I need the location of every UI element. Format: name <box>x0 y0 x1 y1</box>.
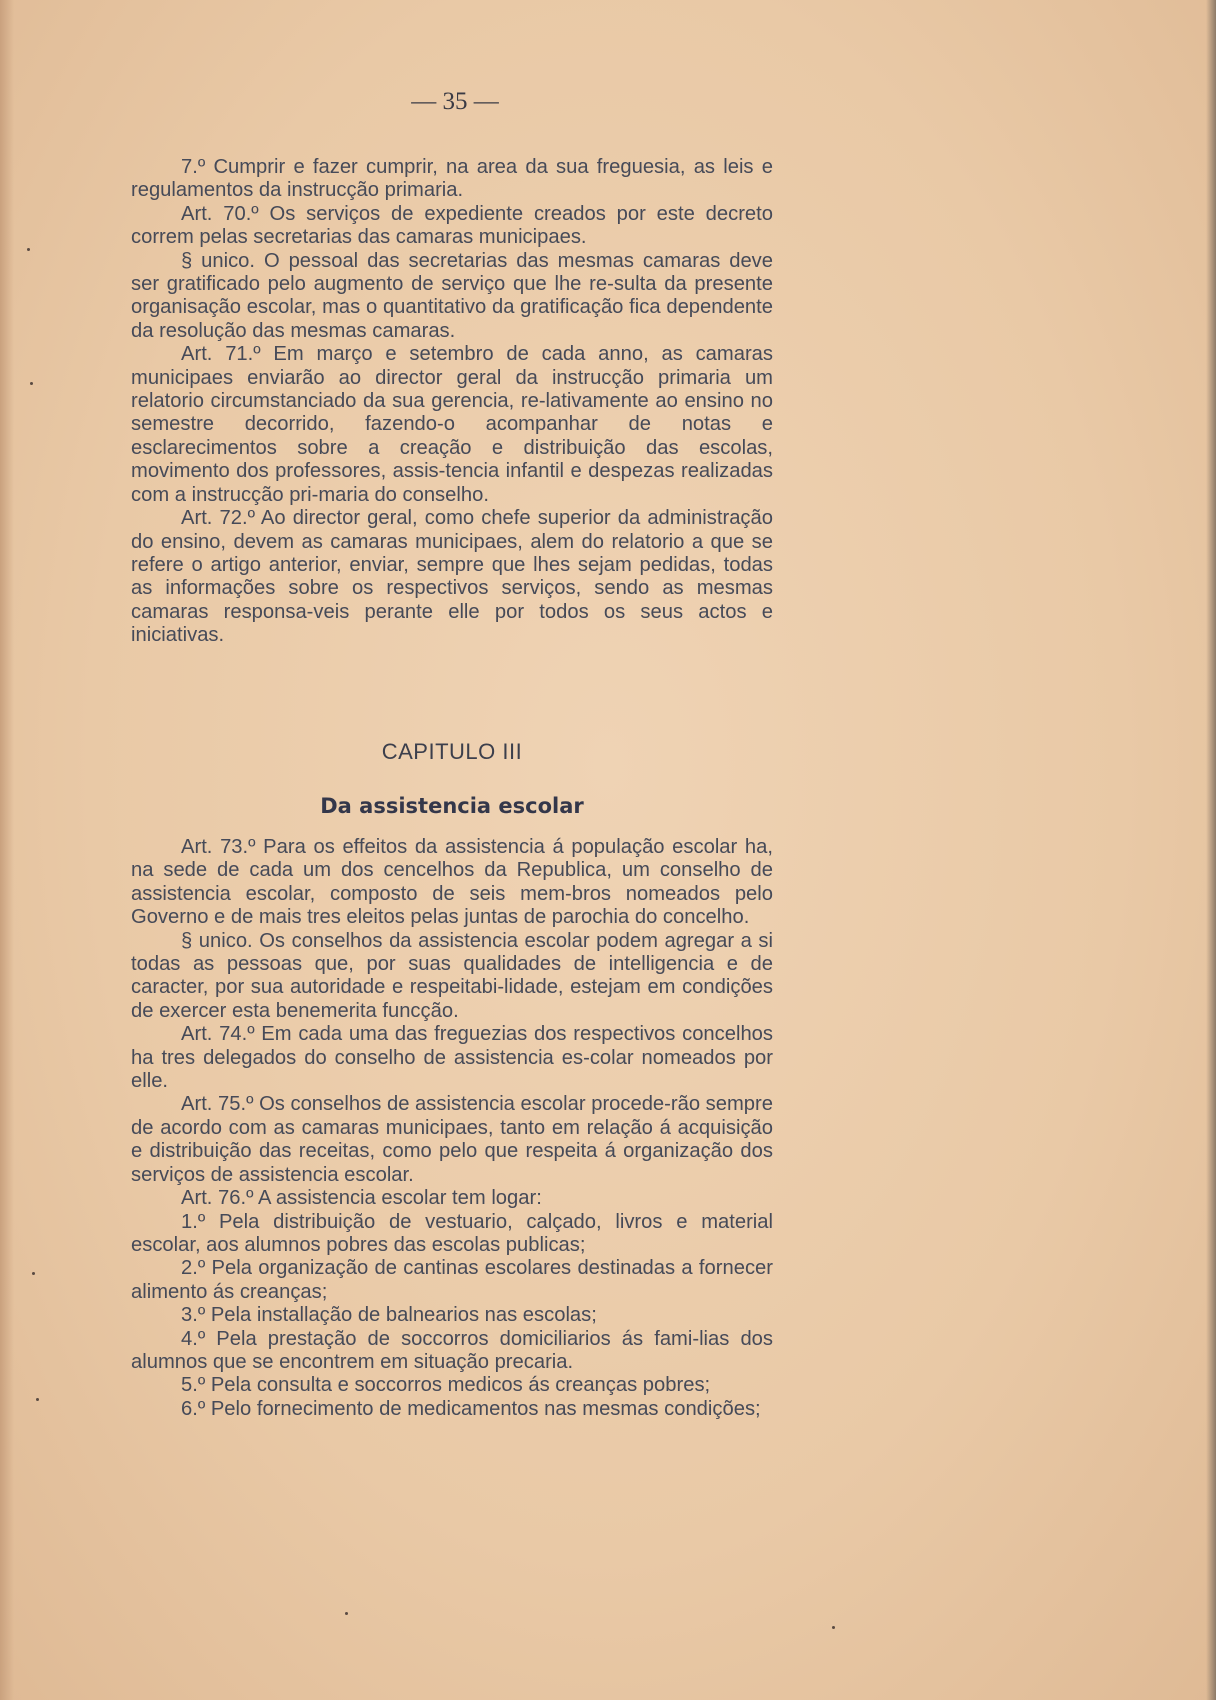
paper-speck <box>832 1626 835 1629</box>
paragraph: § unico. Os conselhos da assistencia escolar podem agregar a si todas as pessoas que, por suas qualidades de intelligencia e de caracter, por sua autoridade e respeitabi-lidade, estejam em condições de exercer esta benemerita funcção. <box>131 929 773 1022</box>
paragraph: Art. 71.º Em março e setembro de cada anno, as camaras municipaes enviarão ao director geral da instrucção primaria um relatorio circumstanciado da sua gerencia, re-lativamente ao ensino no semestre decorrido, fazendo-o acompanhar de notas e esclarecimentos sobre a creação e distribuição das escolas, movimento dos professores, assis-tencia infantil e despezas realizadas com a instrucção pri-maria do conselho. <box>131 343 773 506</box>
paragraph: 2.º Pela organização de cantinas escolares destinadas a fornecer alimento ás creanças; <box>131 1257 773 1303</box>
paragraph: Art. 75.º Os conselhos de assistencia escolar procede-rão sempre de acordo com as camaras municipaes, tanto em relação á acquisição e distribuição das receitas, como pelo que respeita á organização dos serviços de assistencia escolar. <box>131 1093 773 1186</box>
paragraph: Art. 74.º Em cada uma das freguezias dos respectivos concelhos ha tres delegados do conselho de assistencia es-colar nomeados por elle. <box>131 1023 773 1093</box>
section-title: Da assistencia escolar <box>320 794 584 818</box>
chapter-title: CAPITULO III <box>381 739 523 764</box>
paragraph: 4.º Pela prestação de soccorros domiciliarios ás fami-lias dos alumnos que se encontrem em situação precaria. <box>131 1327 773 1373</box>
text-block-articles-73-76 <box>131 836 773 1421</box>
page-number: — 35 — <box>411 88 499 115</box>
paper-speck <box>32 1272 35 1275</box>
paragraph: 7.º Cumprir e fazer cumprir, na area da sua freguesia, as leis e regulamentos da instrucção primaria. <box>131 156 773 202</box>
paragraph: 1.º Pela distribuição de vestuario, calçado, livros e material escolar, aos alumnos pobres das escolas publicas; <box>131 1210 773 1256</box>
paragraph: 5.º Pela consulta e soccorros medicos ás creanças pobres; <box>181 1374 711 1397</box>
paper-speck <box>36 1398 39 1401</box>
page-edge-shadow-right <box>1206 0 1216 1700</box>
paragraph: 6.º Pelo fornecimento de medicamentos nas mesmas condições; <box>181 1397 761 1420</box>
text-block-articles-70-72 <box>131 156 773 648</box>
paragraph: Art. 73.º Para os effeitos da assistencia á população escolar ha, na sede de cada um dos cencelhos da Republica, um conselho de assistencia escolar, composto de seis mem-bros nomeados pelo Governo e de mais tres eleitos pelas juntas de parochia do concelho. <box>131 836 773 929</box>
paper-speck <box>30 382 33 385</box>
paper-speck <box>345 1612 348 1615</box>
paragraph: 3.º Pela installação de balnearios nas escolas; <box>181 1304 597 1327</box>
paragraph: Art. 70.º Os serviços de expediente creados por este decreto correm pelas secretarias das camaras municipaes. <box>131 202 773 249</box>
page-edge-shadow-left <box>0 0 14 1700</box>
paper-speck <box>27 248 30 251</box>
paragraph: Art. 76.º A assistencia escolar tem logar: <box>181 1187 542 1210</box>
paragraph: Art. 72.º Ao director geral, como chefe superior da administração do ensino, devem as camaras municipaes, alem do relatorio a que se refere o artigo anterior, enviar, sempre que lhes sejam pedidas, todas as informações sobre os respectivos serviços, sendo as mesmas camaras responsa-veis perante elle por todos os seus actos e iniciativas. <box>131 507 773 647</box>
paragraph: § unico. O pessoal das secretarias das mesmas camaras deve ser gratificado pelo augmento de serviço que lhe re-sulta da presente organisação escolar, mas o quantitativo da gratificação fica dependente da resolução das mesmas camaras. <box>131 249 773 342</box>
